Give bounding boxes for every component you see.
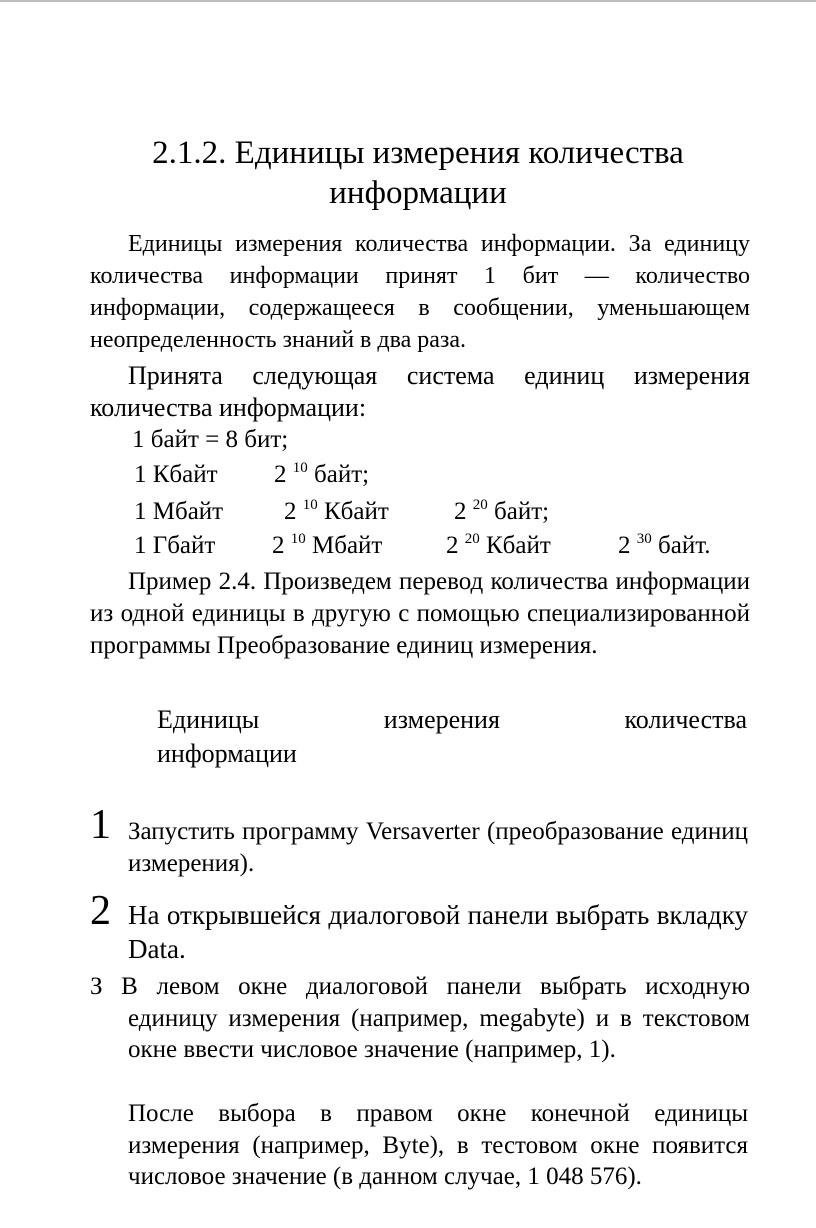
step-1-text: Запустить программу Versaverter (преобразование единиц измерения). xyxy=(128,818,748,877)
result-paragraph: После выбора в правом окне конечной единицы измерения (например, Byte), в тестовом окне появится числовое значение (в данном случае, 1 048 576). xyxy=(128,1100,748,1190)
step-2-text: На открывшейся диалоговой панели выбрать вкладку Data. xyxy=(128,900,748,964)
unit-byte-text: 1 байт = 8 бит; xyxy=(132,426,289,453)
unit-gbyte-eq2: 2 $^{20}$ Кбайт xyxy=(446,531,551,559)
unit-kbyte-eq1: 2 $^{10}$ байт; xyxy=(274,460,370,488)
unit-mbyte-label: 1 Мбайт xyxy=(134,498,224,525)
example-paragraph: Пример 2.4. Произведем перевод количества информации из одной единицы в другую с помощью специализированной программы Преобразование единиц измерения. xyxy=(90,568,750,659)
intro-paragraph: Единицы измерения количества информации. За единицу количества информации принят 1 бит — количество информации, содержащееся в сообщении, уменьшающем неопределенность знаний в два раза. xyxy=(90,231,750,353)
step-3-text: З В левом окне диалоговой панели выбрать исходную единицу измерения (например, megabyte) и в текстовом окне ввести числовое значение (например, 1). xyxy=(90,973,750,1063)
top-rule xyxy=(0,0,816,2)
unit-mbyte-eq1: 2 $^{10}$ Кбайт xyxy=(284,497,389,525)
system-intro-paragraph: Принята следующая система единиц измерения количества информации: xyxy=(90,361,750,422)
program-name-line1: Единицы измерения количества xyxy=(157,705,747,734)
unit-gbyte-eq3: 2 $^{30}$ байт. xyxy=(618,531,711,559)
unit-gbyte-label: 1 Гбайт xyxy=(134,532,216,559)
program-name-line2: информации xyxy=(157,739,297,768)
unit-mbyte-eq2: 2 $^{20}$ байт; xyxy=(454,497,550,525)
unit-gbyte-eq1: 2 $^{10}$ Мбайт xyxy=(272,531,383,559)
unit-kbyte-label: 1 Кбайт xyxy=(134,461,218,488)
page-title: 2.1.2. Единицы измерения количества информации xyxy=(152,135,684,211)
step-2-number: 2 xyxy=(90,888,111,934)
step-1-number: 1 xyxy=(90,802,111,848)
